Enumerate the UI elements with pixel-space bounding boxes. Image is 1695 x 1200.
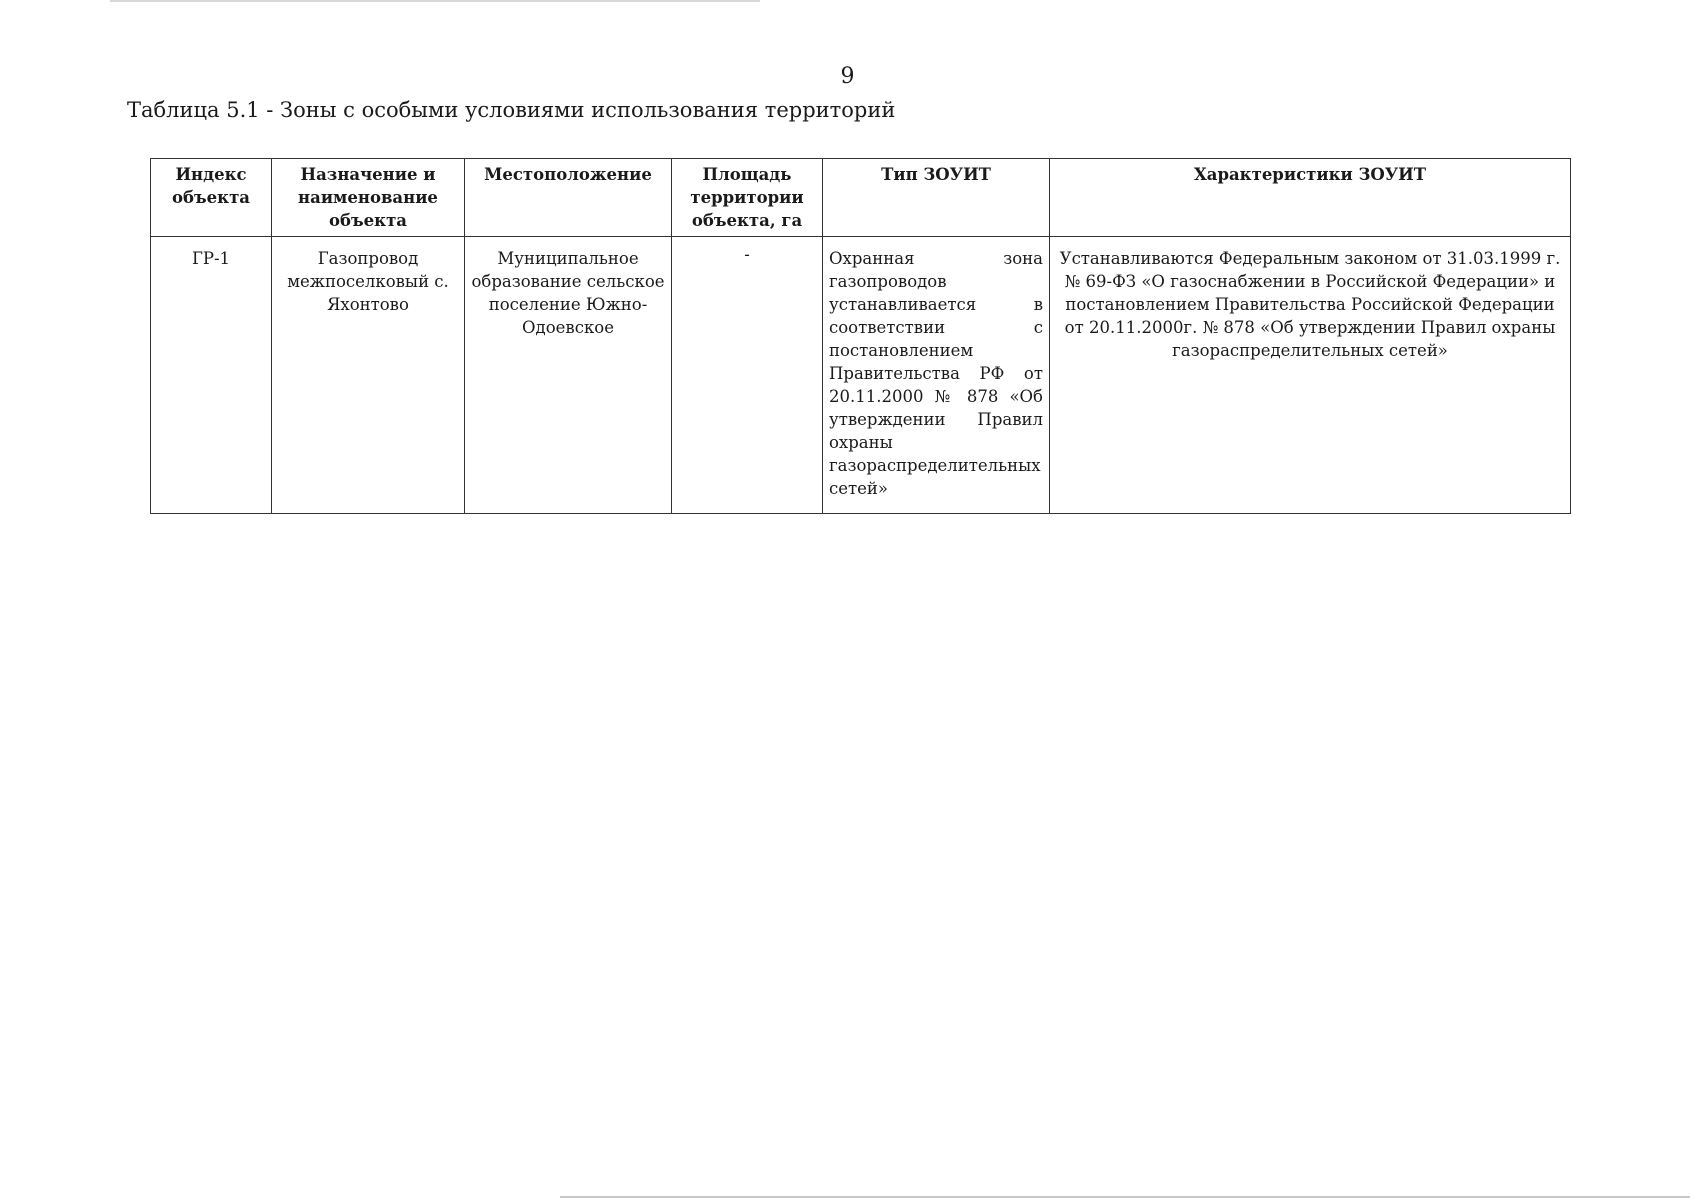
scan-artifact-top bbox=[110, 0, 760, 2]
header-zone-type: Тип ЗОУИТ bbox=[823, 159, 1050, 237]
table-header-row bbox=[151, 159, 1571, 237]
table-row bbox=[151, 237, 1571, 514]
table-caption: Таблица 5.1 - Зоны с особыми условиями использования территорий bbox=[127, 98, 896, 122]
header-name: Назначение и наименование объекта bbox=[272, 159, 465, 237]
page-number: 9 bbox=[840, 64, 855, 89]
cell-characteristics: Устанавливаются Федеральным законом от 31.03.1999 г. № 69-ФЗ «О газоснабжении в Российской Федерации» и постановлением Правительства Российской Федерации от 20.11.2000г. № 878 «Об утверждении Правил охраны газораспределительных сетей» bbox=[1050, 237, 1571, 514]
cell-name: Газопровод межпоселковый с. Яхонтово bbox=[272, 237, 465, 514]
cell-area: - bbox=[672, 237, 823, 514]
header-location: Местоположение bbox=[465, 159, 672, 237]
zones-table bbox=[150, 158, 1571, 514]
header-area: Площадь территории объекта, га bbox=[672, 159, 823, 237]
scan-artifact-bottom bbox=[560, 1196, 1690, 1198]
cell-index: ГР-1 bbox=[151, 237, 272, 514]
cell-location: Муниципальное образование сельское поселение Южно-Одоевское bbox=[465, 237, 672, 514]
cell-zone-type: Охранная зона газопроводов устанавливается в соответствии с постановлением Правительства РФ от 20.11.2000 № 878 «Об утверждении Правил охраны газораспределительных сетей» bbox=[823, 237, 1050, 514]
header-index: Индекс объекта bbox=[151, 159, 272, 237]
header-characteristics: Характеристики ЗОУИТ bbox=[1050, 159, 1571, 237]
